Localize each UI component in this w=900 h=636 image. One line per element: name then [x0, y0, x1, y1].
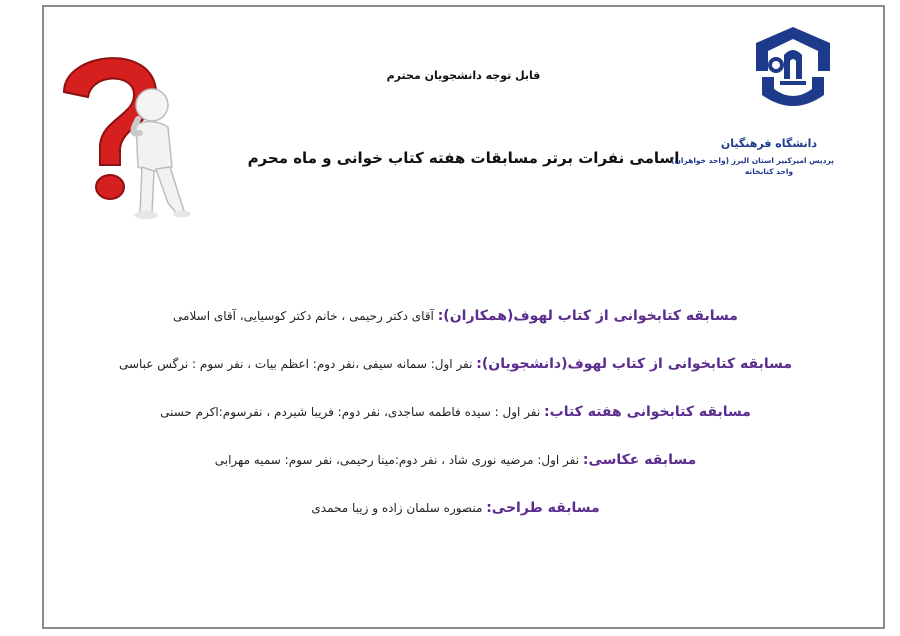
result-label: مسابقه عکاسی:: [582, 452, 697, 468]
result-text: منصوره سلمان زاده و زیبا محمدی: [311, 501, 487, 515]
result-label: مسابقه طراحی:: [486, 500, 600, 516]
result-text: نفر اول: سمانه سیفی ،نفر دوم: اعظم بیات ، نفر سوم : نرگس عباسی: [118, 357, 477, 371]
result-label: مسابقه کتابخوانی از کتاب لهوف(همکاران):: [437, 308, 738, 324]
result-row: [64, 449, 847, 497]
result-text: نفر اول: مرضیه نوری شاد ، نفر دوم:مینا رحیمی، نفر سوم: سمیه مهرابی: [214, 453, 583, 467]
result-label: مسابقه کتابخوانی هفته کتاب:: [544, 404, 751, 420]
result-row: [64, 401, 847, 449]
result-label: مسابقه کتابخوانی از کتاب لهوف(دانشجویان):: [476, 356, 793, 372]
university-logo-icon: [750, 21, 836, 117]
library-unit: واحد کتابخانه: [744, 167, 794, 176]
result-row: [64, 497, 847, 545]
result-text: نفر اول : سیده فاطمه ساجدی، نفر دوم: فریبا شیردم ، نفرسوم:اکرم حسنی: [160, 405, 545, 419]
result-text: آقای دکتر رحیمی ، خانم دکتر کوسیایی، آقای اسلامی: [173, 309, 438, 323]
question-mark-figure-icon: [44, 37, 194, 227]
results-list: [64, 305, 847, 545]
page-title: اسامی نفرات برتر مسابقات هفته کتاب خوانی و ماه محرم: [247, 149, 680, 167]
document-page: [42, 5, 885, 629]
result-row: [64, 353, 847, 401]
university-name: دانشگاه فرهنگیان: [720, 137, 818, 150]
campus-name: پردیس امیرکبیر استان البرز (واحد خواهران): [671, 156, 834, 165]
result-row: [64, 305, 847, 353]
notice-text: قابل توجه دانشجویان محترم: [386, 69, 541, 82]
